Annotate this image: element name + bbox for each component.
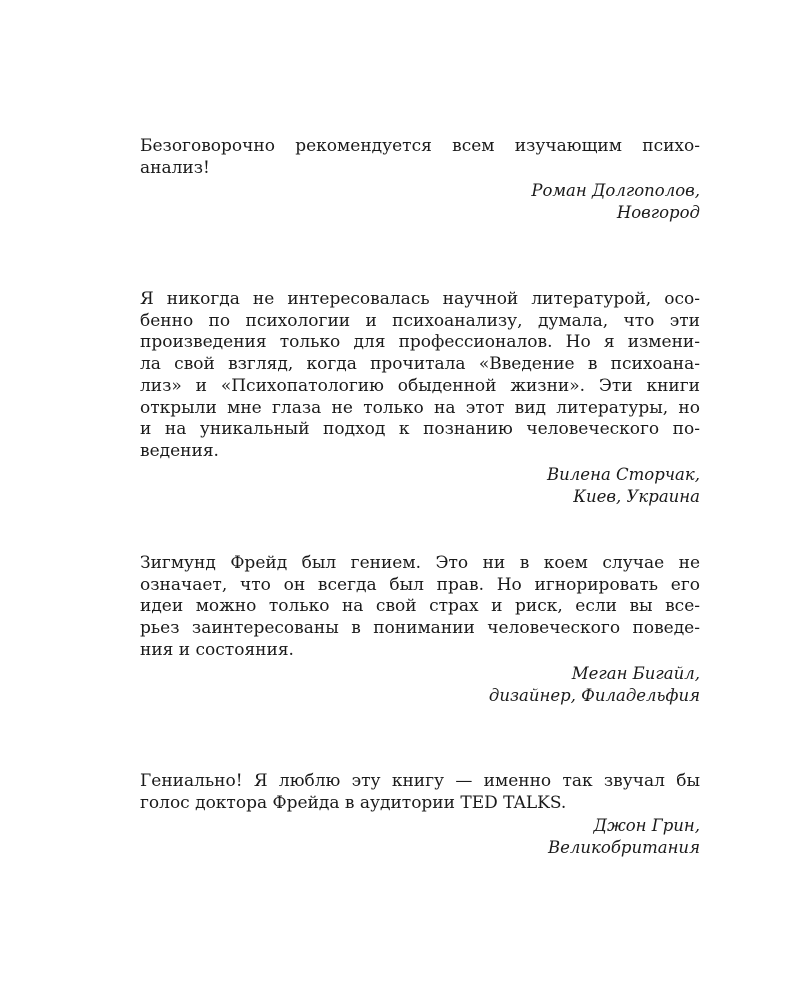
review-block: [140, 553, 700, 707]
review-line: ведения.: [140, 440, 219, 461]
review-line: произведения только для профессионалов. Но я измени-: [140, 332, 700, 353]
review-text: [140, 771, 700, 814]
review-line: открыли мне глаза не только на этот вид литературы, но: [140, 397, 700, 418]
review-author: Меган Бигайл,: [571, 663, 700, 683]
review-location: Новгород: [616, 203, 700, 223]
review-author: Роман Долгополов,: [531, 181, 700, 201]
review-line: ла свой взгляд, когда прочитала «Введение в психоана-: [140, 354, 700, 375]
review-text: [140, 289, 700, 463]
review-line: бенно по психологии и психоанализу, думала, что эти: [140, 310, 700, 331]
review-line: лиз» и «Психопатологию обыденной жизни». Эти книги: [140, 375, 700, 396]
review-location: Киев, Украина: [573, 486, 700, 506]
review-line: рьез заинтересованы в понимании человеческого поведе-: [140, 618, 700, 639]
review-signature: [140, 663, 700, 707]
review-block: [140, 289, 700, 508]
review-line: Безоговорочно рекомендуется всем изучающим психо-: [140, 136, 700, 156]
review-text: [140, 136, 700, 179]
review-author: Джон Грин,: [593, 816, 700, 836]
review-line: ния и состояния.: [140, 639, 294, 660]
review-block: [140, 136, 700, 224]
review-line: голос доктора Фрейда в аудитории TED TALKS.: [140, 792, 567, 813]
review-line: Зигмунд Фрейд был гением. Это ни в коем случае не: [140, 553, 700, 573]
review-line: означает, что он всегда был прав. Но игнорировать его: [140, 574, 700, 595]
review-location: Великобритания: [548, 838, 700, 858]
review-author: Вилена Сторчак,: [547, 464, 700, 484]
review-line: Гениально! Я люблю эту книгу — именно так звучал бы: [140, 771, 700, 791]
review-signature: [140, 815, 700, 859]
review-line: анализ!: [140, 157, 210, 178]
review-line: идеи можно только на свой страх и риск, если вы все-: [140, 596, 700, 617]
review-signature: [140, 180, 700, 224]
review-location: дизайнер, Филадельфия: [488, 685, 700, 705]
review-line: и на уникальный подход к познанию человеческого по-: [140, 419, 700, 440]
review-block: [140, 771, 700, 859]
review-signature: [140, 464, 700, 508]
review-line: Я никогда не интересовалась научной литературой, осо-: [140, 289, 700, 309]
review-text: [140, 553, 700, 662]
